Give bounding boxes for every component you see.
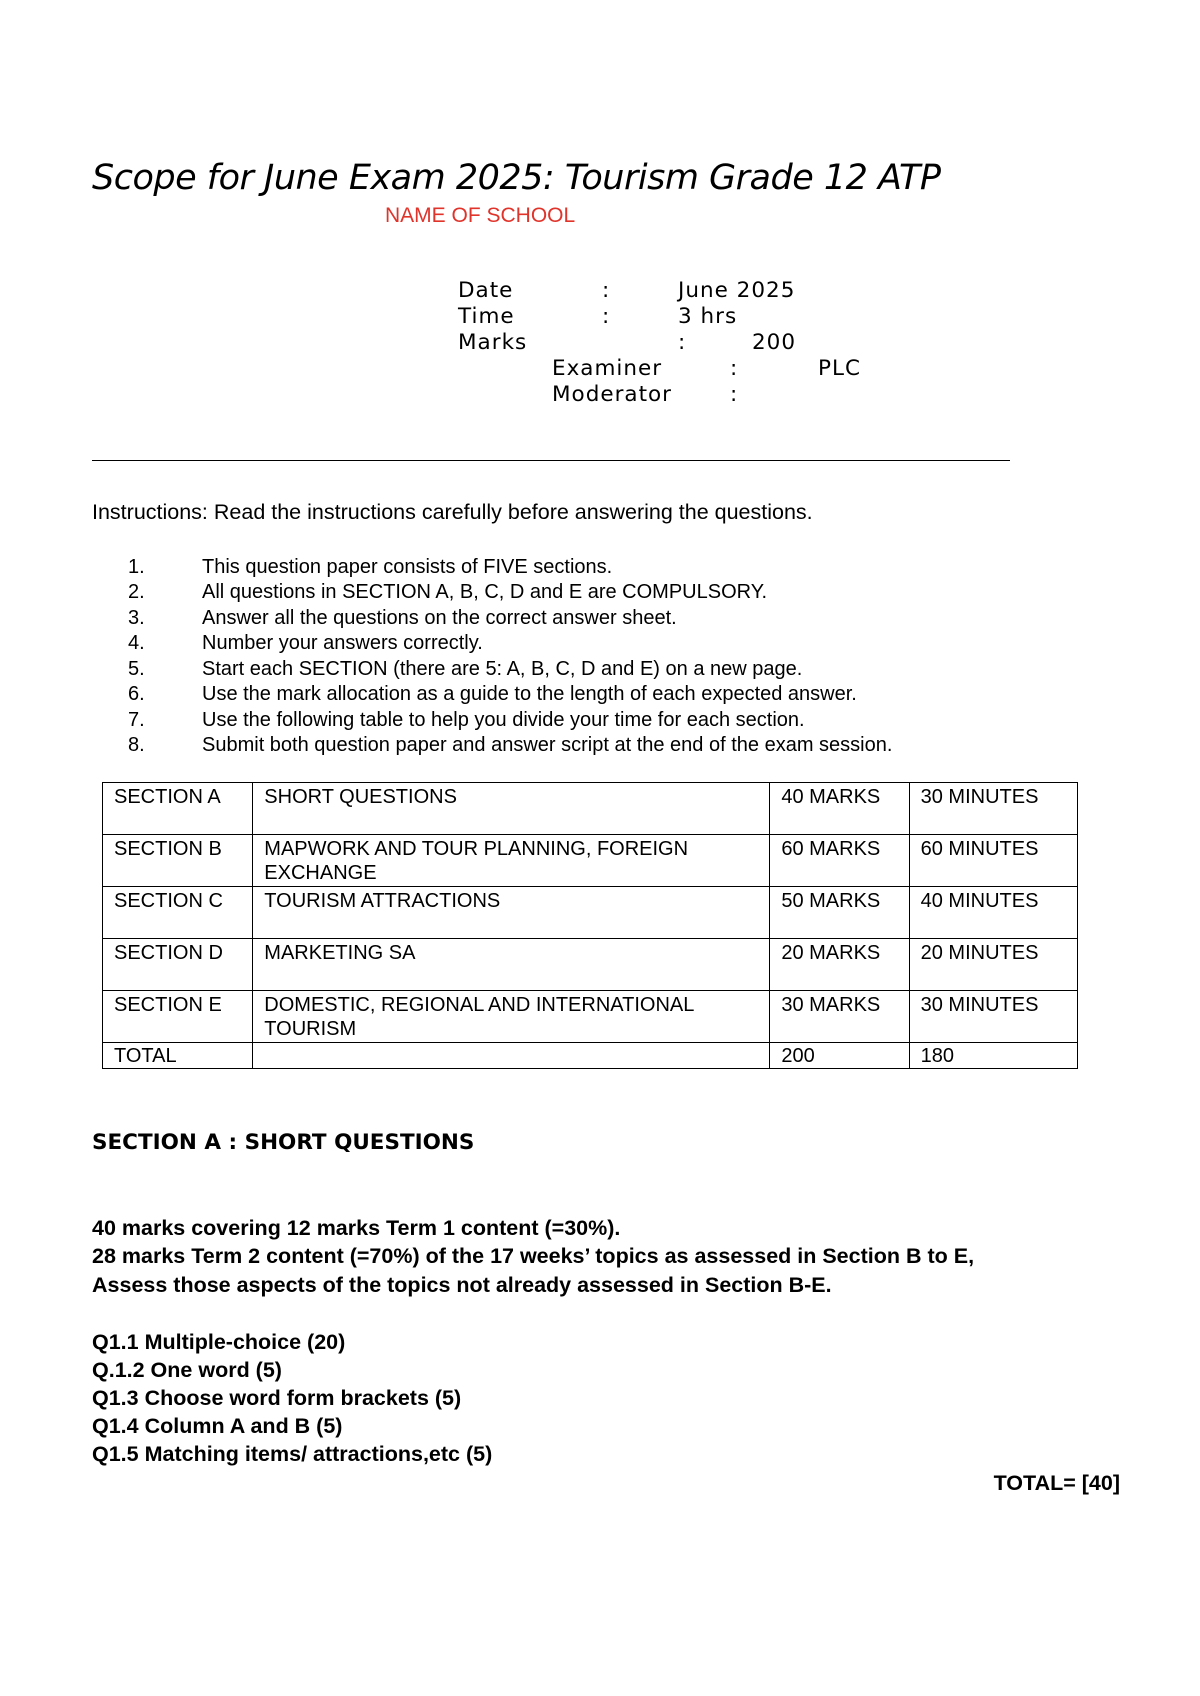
instruction-item: This question paper consists of FIVE sections. [202,556,613,578]
table-row [103,835,1078,887]
instruction-number: 6. [128,683,145,705]
question-item: Q1.4 Column A and B (5) [92,1414,343,1438]
total-topic-cell [253,1043,770,1069]
section-a-heading: SECTION A : SHORT QUESTIONS [92,1130,475,1155]
topic-cell: MARKETING SA [253,939,770,991]
time-cell: 20 MINUTES [909,939,1077,991]
examiner-label: Examiner [552,356,663,381]
marks-colon: : [678,330,687,355]
time-cell: 60 MINUTES [909,835,1077,887]
section-cell: SECTION E [103,991,253,1043]
marks-value: 200 [752,330,797,355]
page-title: Scope for June Exam 2025: Tourism Grade 12 ATP [92,158,941,198]
instruction-number: 5. [128,658,145,680]
marks-label: Marks [458,330,528,355]
topic-cell: SHORT QUESTIONS [253,783,770,835]
table-row [103,783,1078,835]
section-cell: SECTION A [103,783,253,835]
moderator-label: Moderator [552,382,673,407]
total-label-cell: TOTAL [103,1043,253,1069]
marks-cell: 40 MARKS [770,783,909,835]
instruction-number: 2. [128,581,145,603]
instruction-number: 4. [128,632,145,654]
instruction-item: Start each SECTION (there are 5: A, B, C, D and E) on a new page. [202,658,803,680]
instruction-number: 8. [128,734,145,756]
time-value: 3 hrs [678,304,738,329]
instruction-item: All questions in SECTION A, B, C, D and E are COMPULSORY. [202,581,768,603]
question-item: Q1.3 Choose word form brackets (5) [92,1386,462,1410]
marks-cell: 20 MARKS [770,939,909,991]
marks-cell: 60 MARKS [770,835,909,887]
time-cell: 30 MINUTES [909,991,1077,1043]
topic-cell: DOMESTIC, REGIONAL AND INTERNATIONAL TOURISM [253,991,770,1043]
instruction-number: 1. [128,556,145,578]
section-a-total: TOTAL= [40] [993,1471,1120,1495]
sections-table [102,782,1078,1069]
school-name: NAME OF SCHOOL [385,204,576,227]
instruction-item: Submit both question paper and answer script at the end of the exam session. [202,734,893,756]
examiner-colon: : [730,356,739,381]
question-item: Q1.5 Matching items/ attractions,etc (5) [92,1442,493,1466]
instruction-item: Number your answers correctly. [202,632,483,654]
time-cell: 30 MINUTES [909,783,1077,835]
date-colon: : [602,278,611,303]
section-a-paragraph-line: Assess those aspects of the topics not already assessed in Section B-E. [92,1273,832,1297]
section-cell: SECTION C [103,887,253,939]
section-cell: SECTION D [103,939,253,991]
date-label: Date [458,278,514,303]
section-cell: SECTION B [103,835,253,887]
horizontal-rule [92,460,1010,461]
instruction-number: 3. [128,607,145,629]
table-total-row [103,1043,1078,1069]
question-item: Q.1.2 One word (5) [92,1358,282,1382]
instruction-item: Use the mark allocation as a guide to the length of each expected answer. [202,683,857,705]
table-row [103,991,1078,1043]
date-value: June 2025 [678,278,796,303]
instruction-number: 7. [128,709,145,731]
marks-cell: 50 MARKS [770,887,909,939]
time-cell: 40 MINUTES [909,887,1077,939]
moderator-colon: : [730,382,739,407]
topic-cell: MAPWORK AND TOUR PLANNING, FOREIGN EXCHANGE [253,835,770,887]
topic-cell: TOURISM ATTRACTIONS [253,887,770,939]
instruction-item: Use the following table to help you divide your time for each section. [202,709,805,731]
marks-cell: 30 MARKS [770,991,909,1043]
time-colon: : [602,304,611,329]
instructions-heading: Instructions: Read the instructions carefully before answering the questions. [92,500,813,524]
instruction-item: Answer all the questions on the correct answer sheet. [202,607,677,629]
examiner-value: PLC [818,356,861,381]
table-row [103,939,1078,991]
table-row [103,887,1078,939]
question-item: Q1.1 Multiple-choice (20) [92,1330,346,1354]
section-a-paragraph-line: 28 marks Term 2 content (=70%) of the 17 weeks’ topics as assessed in Section B to E, [92,1244,975,1268]
section-a-paragraph-line: 40 marks covering 12 marks Term 1 content (=30%). [92,1216,621,1240]
total-marks-cell: 200 [770,1043,909,1069]
total-time-cell: 180 [909,1043,1077,1069]
time-label: Time [458,304,515,329]
